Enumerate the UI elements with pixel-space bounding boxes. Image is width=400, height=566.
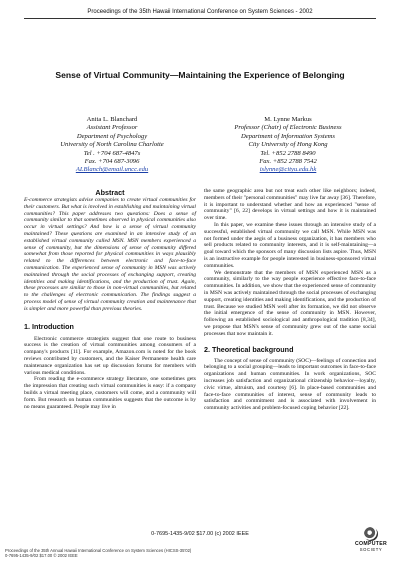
body-paragraph: the same geographic area but not treat each other like neighbors; indeed, members of their "personal communities" may live far away [36]. Therefore, it is important to understand whether and how an experienced "sense of community" [6, 22] develops in virtual settings and how it is maintained over time. bbox=[204, 188, 376, 222]
footer-note bbox=[5, 548, 191, 558]
author-name: M. Lynne Markus bbox=[264, 116, 312, 123]
body-paragraph: The concept of sense of community (SOC)—feelings of connection and belonging to a social grouping—leads to important outcomes in face-to-face organizations and human communities. In work organizations, SOC increases job satisfaction and organizational citizenship behavior—loyalty, civic virtue, altruism, and courtesy [6]. In place-based communities and face-to-face communities of interest, sense of community leads to satisfaction and commitment and is associated with involvement in community activities and problem-focused coping behavior [22]. bbox=[204, 357, 376, 412]
body-paragraph: In this paper, we examine these issues through an intensive study of a successful, established virtual community we call MSN. While MSN was not formed under the aegis of a business organization, it has members who sell products related to community interests, and it is self-maintaining—a goal toward which the sponsors of many discussion lists aspire. Thus, MSN is an instructive example for people interested in business-sponsored virtual communities. bbox=[204, 221, 376, 269]
right-column bbox=[204, 188, 376, 412]
author-fax: Fax. +704 687-3096 bbox=[84, 158, 140, 166]
seal-icon bbox=[364, 527, 378, 541]
author-role: Professor (Chair) of Electronic Business bbox=[234, 124, 342, 132]
header-rule bbox=[24, 18, 376, 19]
author-role: Assistant Professor bbox=[86, 124, 138, 132]
author-2 bbox=[200, 116, 376, 175]
paper-title: Sense of Virtual Community—Maintaining the Experience of Belonging bbox=[55, 70, 345, 80]
logo-word: COMPUTER bbox=[354, 541, 388, 547]
computer-society-logo bbox=[354, 527, 388, 552]
footer-note-line: 0-7695-1435-9/02 $17.00 © 2002 IEEE bbox=[5, 553, 78, 558]
abstract-heading: Abstract bbox=[95, 188, 125, 197]
body-paragraph: From reading the e-commerce strategy literature, one sometimes gets the impression that creating such virtual communities is easy: if a company builds a virtual meeting place, customers will come, and a community will form. But research on human communities suggests that the outcome is by no means guaranteed. People may live in bbox=[24, 376, 196, 410]
author-email-link[interactable]: ALBlanch@email.uncc.edu bbox=[75, 166, 149, 174]
author-block bbox=[24, 116, 376, 175]
author-1 bbox=[24, 116, 200, 175]
theoretical-background-heading: 2. Theoretical background bbox=[204, 344, 294, 354]
body-paragraph: Electronic commerce strategists suggest that one route to business success is the creation of virtual communities among consumers of a company's products [11]. For example, Amazon.com is noted for the book reviews contributed by customers, and the Kaiser Permanente health care maintenance organization has set up discussion forums for members with various medical conditions. bbox=[24, 335, 196, 376]
running-header: Proceedings of the 35th Hawaii International Conference on System Sciences - 2002 bbox=[87, 9, 313, 15]
author-organization: City University of Hong Kong bbox=[248, 141, 328, 149]
abstract-text: E-commerce strategists advise companies to create virtual communities for their customers. But what is involved in establishing and maintaining virtual communities? This paper addresses two questions: Does a sense of community similar to that sometimes observed in physical communities also occur in virtual settings? And how is a sense of virtual community maintained? These questions are examined in an intensive study of an established virtual community called MSN. MSN members experienced a sense of community, but the dimensions of sense of community differed somewhat from those reported for physical communities in ways plausibly related to the differences between electronic and face-to-face communication. The experienced sense of community in MSN was actively maintained through the social processes of exchanging support, creating identities and making identifications, and the production of trust. Again, these processes are similar to those in non-virtual communities, but related to the challenges of electronic communication. The findings suggest a process model of sense of virtual community creation and maintenance that is simpler and more powerful than previous theories. bbox=[24, 197, 196, 312]
author-organization: University of North Carolina Charlotte bbox=[60, 141, 164, 149]
isbn-footer: 0-7695-1435-9/02 $17.00 (c) 2002 IEEE bbox=[151, 531, 249, 537]
author-telephone: Tel . +704 687-4847s bbox=[83, 149, 141, 157]
author-fax: Fax. +852 2788 7542 bbox=[259, 158, 317, 166]
body-paragraph: We demonstrate that the members of MSN experienced MSN as a community, similarly to the way people experience effective face-to-face communities. In addition, we show that the experienced sense of community in MSN was actively maintained through the social processes of exchanging support, creating identities and making identifications, and the production of trust. Because we studied MSN well after its formation, we did not observe the initial emergence of the sense of community in MSN. However, following an established sociological and anthropological tradition [8,34], we propose that MSN's sense of community grew out of the same social processes that now maintain it. bbox=[204, 269, 376, 337]
author-email-link[interactable]: islynne@cityu.edu.hk bbox=[259, 166, 317, 174]
author-department: Department of Psychology bbox=[76, 132, 148, 140]
footer-note-line: Proceedings of the 35th Annual Hawaii International Conference on System Sciences (HICSS-35'02) bbox=[5, 548, 192, 553]
author-department: Department of Information Systems bbox=[241, 132, 335, 140]
left-column bbox=[24, 188, 196, 410]
introduction-heading: 1. Introduction bbox=[24, 321, 74, 331]
logo-word: SOCIETY bbox=[359, 546, 383, 552]
author-name: Anita L. Blanchard bbox=[86, 116, 138, 123]
author-telephone: Tel. +852 2788 8490 bbox=[260, 149, 316, 157]
